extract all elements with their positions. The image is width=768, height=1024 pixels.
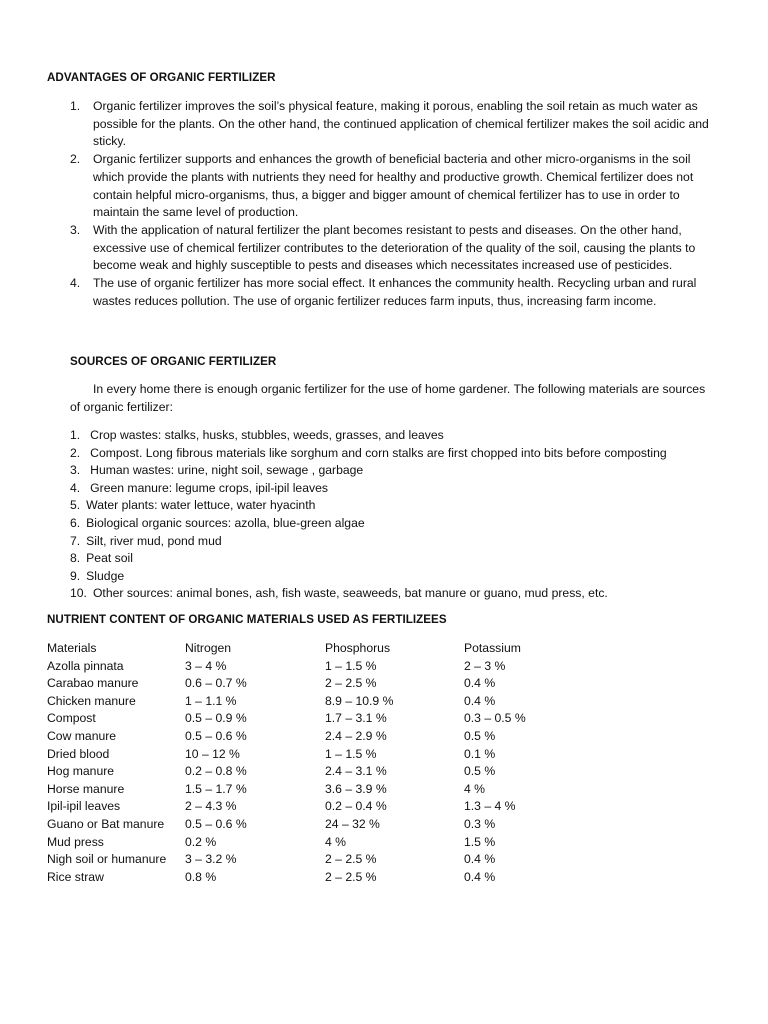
column-header: Phosphorus xyxy=(325,641,391,655)
table-cell: 1 – 1.5 % xyxy=(325,658,377,673)
list-text: Crop wastes: stalks, husks, stubbles, weeds, grasses, and leaves xyxy=(90,428,444,442)
table-cell: 1.5 – 1.7 % xyxy=(185,781,247,796)
list-item xyxy=(70,275,718,310)
table-cell: 0.8 % xyxy=(185,869,217,884)
table-cell: Dried blood xyxy=(47,746,110,761)
list-text: Other sources: animal bones, ash, fish waste, seaweeds, bat manure or guano, mud press, etc. xyxy=(92,586,608,601)
table-cell: 1 – 1.1 % xyxy=(185,693,237,708)
list-text: Sludge xyxy=(86,568,125,583)
advantages-list xyxy=(70,98,718,310)
table-cell: 0.2 – 0.8 % xyxy=(185,764,247,779)
column-header: Materials xyxy=(47,641,97,655)
table-cell: 3.6 – 3.9 % xyxy=(325,781,387,796)
table-cell: 0.5 – 0.6 % xyxy=(185,728,247,743)
list-text: Water plants: water lettuce, water hyacinth xyxy=(86,498,316,513)
sources-list xyxy=(70,427,730,603)
table-cell: Compost xyxy=(47,711,96,726)
column-header: Potassium xyxy=(464,641,521,655)
table-cell: 1 – 1.5 % xyxy=(325,746,377,761)
list-item xyxy=(70,568,730,586)
list-number: 4. xyxy=(70,480,81,495)
list-text: Peat soil xyxy=(86,551,133,566)
table-cell: 0.3 – 0.5 % xyxy=(464,711,526,726)
list-item xyxy=(70,98,718,151)
table-cell: 0.6 – 0.7 % xyxy=(185,676,247,691)
list-text: The use of organic fertilizer has more social effect. It enhances the community health. Recycling urban and rural wastes reduces pollution. The use of organic fertilizer reduces farm inputs, thus, increasing farm income. xyxy=(93,276,697,308)
table-cell: 1.7 – 3.1 % xyxy=(325,711,387,726)
table-cell: 0.5 % xyxy=(464,764,496,779)
table-cell: 24 – 32 % xyxy=(325,816,380,831)
table-cell: 0.3 % xyxy=(464,816,496,831)
table-cell: 2 – 3 % xyxy=(464,658,506,673)
list-number: 3. xyxy=(70,463,81,478)
list-item xyxy=(70,515,730,533)
list-number: 1. xyxy=(70,99,81,113)
table-cell: Hog manure xyxy=(47,764,115,779)
table-cell: 4 % xyxy=(464,781,486,796)
list-text: Human wastes: urine, night soil, sewage , garbage xyxy=(90,463,364,478)
list-number: 8. xyxy=(70,551,81,566)
list-text: Silt, river mud, pond mud xyxy=(86,533,222,548)
table-cell: Mud press xyxy=(47,834,104,849)
table-cell: 0.2 – 0.4 % xyxy=(325,799,387,814)
table-cell: 0.5 % xyxy=(464,728,496,743)
table-cell: Carabao manure xyxy=(47,676,139,691)
table-cell: 2 – 2.5 % xyxy=(325,676,377,691)
list-item xyxy=(70,462,730,480)
table-cell: 2.4 – 2.9 % xyxy=(325,728,387,743)
list-item xyxy=(70,497,730,515)
list-text: Green manure: legume crops, ipil-ipil leaves xyxy=(90,480,328,495)
table-cell: 2.4 – 3.1 % xyxy=(325,764,387,779)
list-item xyxy=(70,533,730,551)
table-cell: 0.2 % xyxy=(185,834,217,849)
table-cell: 3 – 4 % xyxy=(185,658,227,673)
table-cell: Chicken manure xyxy=(47,693,136,708)
table-cell: 2 – 2.5 % xyxy=(325,852,377,867)
table-cell: 0.4 % xyxy=(464,869,496,884)
table-cell: 2 – 2.5 % xyxy=(325,869,377,884)
advantages-heading: ADVANTAGES OF ORGANIC FERTILIZER xyxy=(47,71,276,84)
table-cell: Cow manure xyxy=(47,728,117,743)
list-number: 10. xyxy=(70,586,87,601)
list-number: 5. xyxy=(70,498,81,513)
table-cell: 2 – 4.3 % xyxy=(185,799,237,814)
list-text: Organic fertilizer improves the soil’s physical feature, making it porous, enabling the soil retain as much water as possible for the plants. On the other hand, the continued application of chemical fertilizer makes the soil acidic and sticky. xyxy=(93,99,709,149)
list-number: 2. xyxy=(70,152,81,167)
column-header: Nitrogen xyxy=(185,641,232,655)
list-number: 9. xyxy=(70,568,81,583)
sources-heading: SOURCES OF ORGANIC FERTILIZER xyxy=(70,355,277,368)
list-number: 2. xyxy=(70,445,81,460)
table-cell: 8.9 – 10.9 % xyxy=(325,693,394,708)
list-text: Compost. Long fibrous materials like sorghum and corn stalks are first chopped into bits before composting xyxy=(90,445,667,460)
table-cell: Nigh soil or humanure xyxy=(47,852,167,867)
table-cell: Azolla pinnata xyxy=(47,658,124,673)
table-cell: 1.5 % xyxy=(464,834,496,849)
table-cell: Horse manure xyxy=(47,781,125,796)
table-cell: 0.4 % xyxy=(464,693,496,708)
list-number: 1. xyxy=(70,428,81,442)
sources-intro: In every home there is enough organic fertilizer for the use of home gardener. The following materials are sources of organic fertilizer: xyxy=(70,382,706,414)
table-cell: 0.4 % xyxy=(464,852,496,867)
list-item xyxy=(70,151,718,222)
list-item xyxy=(70,550,730,568)
list-item xyxy=(70,427,730,445)
list-text: With the application of natural fertilizer the plant becomes resistant to pests and diseases. On the other hand, excessive use of chemical fertilizer contributes to the deterioration of the quality of the soil, causing the plants to become weak and highly susceptible to pests and diseases which necessitates increased use of pesticides. xyxy=(93,222,696,273)
list-text: Biological organic sources: azolla, blue-green algae xyxy=(86,515,365,530)
list-item xyxy=(70,222,718,275)
table-cell: 0.5 – 0.6 % xyxy=(185,816,247,831)
table-cell: 0.5 – 0.9 % xyxy=(185,711,247,726)
table-cell: Rice straw xyxy=(47,869,104,884)
table-cell: 3 – 3.2 % xyxy=(185,852,237,867)
list-number: 7. xyxy=(70,533,81,548)
list-number: 4. xyxy=(70,276,81,291)
table-cell: 4 % xyxy=(325,834,347,849)
list-number: 6. xyxy=(70,515,81,530)
table-cell: Guano or Bat manure xyxy=(47,816,165,831)
list-text: Organic fertilizer supports and enhances the growth of beneficial bacteria and other micro-organisms in the soil which provide the plants with nutrients they need for healthy and productive growth. Chemical fertilizer does not contain helpful micro-organisms, thus, a bigger and bigger amount of chemical fertilizer has to use in order to maintain the same level of production. xyxy=(93,152,694,220)
table-cell: 10 – 12 % xyxy=(185,746,240,761)
list-item xyxy=(70,585,730,603)
nutrient-heading: NUTRIENT CONTENT OF ORGANIC MATERIALS USED AS FERTILIZEES xyxy=(47,613,447,626)
table-cell: 0.4 % xyxy=(464,676,496,691)
list-item xyxy=(70,480,730,498)
table-cell: 1.3 – 4 % xyxy=(464,799,516,814)
table-cell: Ipil-ipil leaves xyxy=(47,799,121,814)
list-item xyxy=(70,445,730,463)
list-number: 3. xyxy=(70,222,81,237)
table-cell: 0.1 % xyxy=(464,746,496,761)
